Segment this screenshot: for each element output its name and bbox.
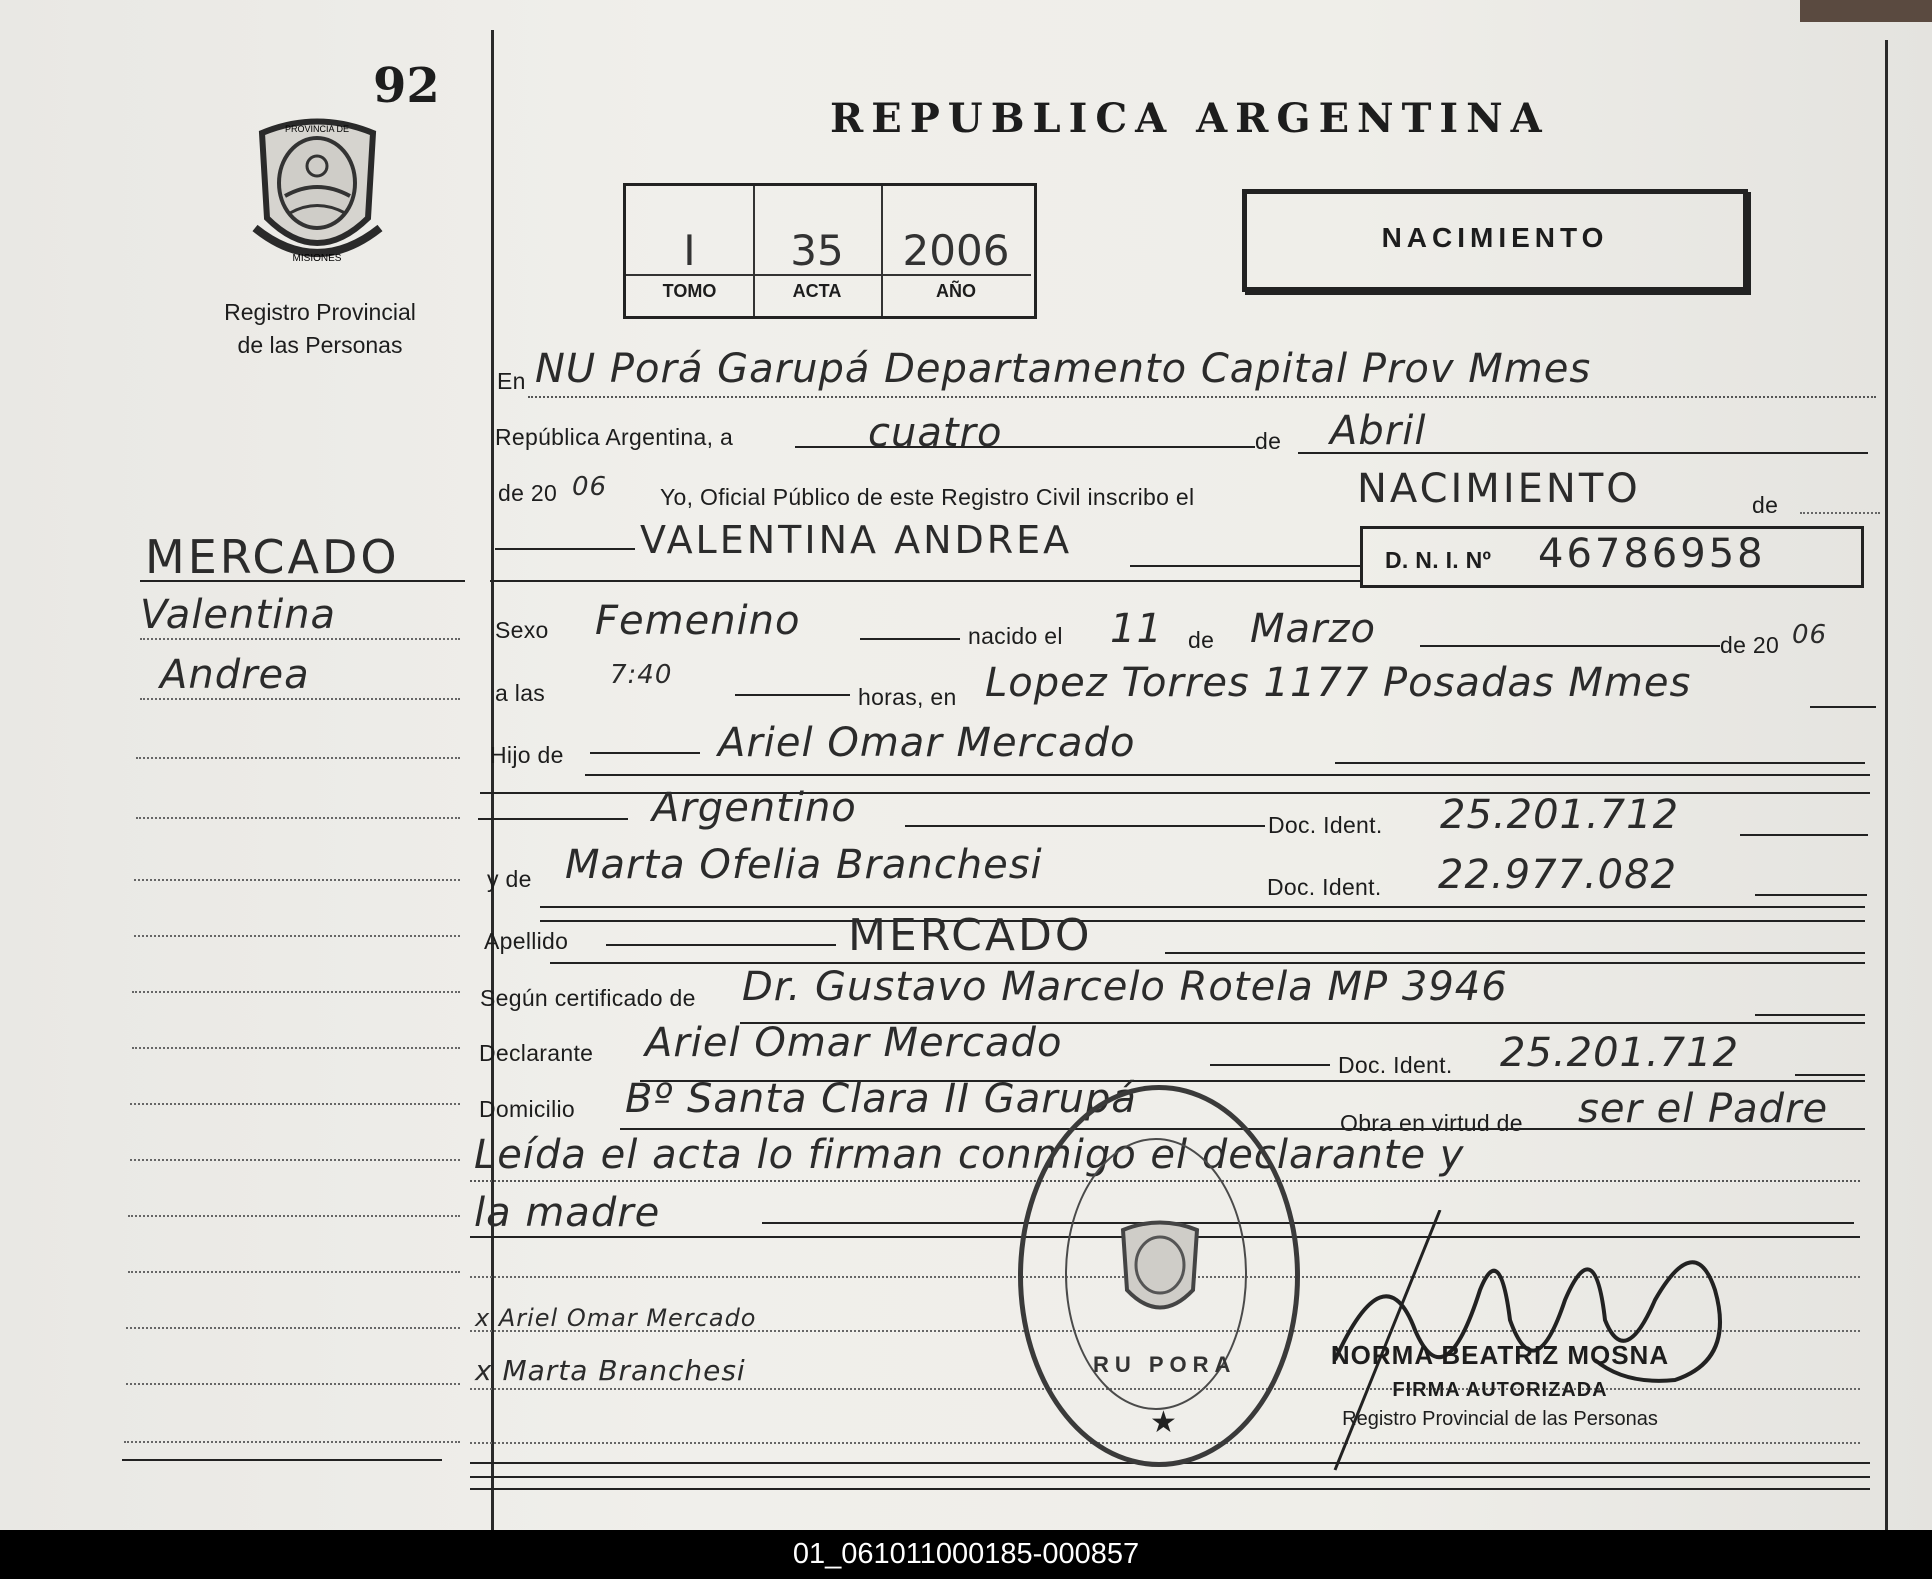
birth-day: 11 (1110, 606, 1163, 652)
mother-signature: x Marta Branchesi (475, 1354, 746, 1387)
hijo-label: Hijo de (490, 742, 564, 768)
record-type-box (1242, 189, 1748, 292)
provincial-emblem (250, 118, 385, 268)
ano-cell (881, 186, 1031, 316)
rule (540, 906, 1865, 908)
seal-emblem (1115, 1220, 1205, 1330)
nacido-label: nacido el (968, 623, 1063, 649)
birth-place: Lopez Torres 1177 Posadas Mmes (985, 660, 1692, 706)
margin-rule (124, 1441, 460, 1443)
certificado-label: Según certificado de (480, 985, 696, 1011)
sexo-label: Sexo (495, 617, 549, 643)
margin-rule (136, 817, 460, 819)
officer-text: Yo, Oficial Público de este Registro Civil inscribo el (660, 484, 1195, 510)
rule (1130, 565, 1360, 567)
de-label-3: de (1188, 627, 1215, 653)
de-label-2: de (1752, 492, 1779, 518)
acta-label: ACTA (792, 281, 842, 301)
seal-text: RU PORA (1093, 1352, 1237, 1377)
republic-label: República Argentina, a (495, 424, 734, 450)
de-label: de (1255, 428, 1282, 454)
declarante-label: Declarante (479, 1040, 594, 1066)
margin-rule (140, 698, 460, 700)
margin-rule (130, 1103, 460, 1105)
ano-label: AÑO (936, 281, 976, 301)
document-id-footer: 01_061011000185-000857 (0, 1530, 1932, 1579)
authority-block (1300, 1340, 1700, 1431)
dni-label: D. N. I. Nº (1385, 547, 1492, 573)
doc-ident-label-3: Doc. Ident. (1338, 1052, 1453, 1078)
rule (1210, 1064, 1330, 1066)
rule (585, 774, 1870, 776)
a-las-label: a las (495, 680, 546, 706)
inscribed-type: NACIMIENTO (1357, 466, 1641, 512)
margin-rule (134, 879, 460, 881)
closing-line-2: la madre (474, 1190, 661, 1236)
country-title: REPUBLICA ARGENTINA (830, 95, 1550, 142)
birth-year-prefix: de 20 (1720, 632, 1780, 658)
tomo-label: TOMO (662, 281, 717, 301)
margin-name2: Andrea (160, 652, 310, 698)
margin-rule (132, 991, 460, 993)
margin-bottom-rule (122, 1459, 442, 1461)
rule (1335, 762, 1865, 764)
margin-surname-rule (140, 580, 465, 582)
father-doc: 25.201.712 (1440, 792, 1680, 838)
rule (735, 694, 850, 696)
rule (540, 920, 1865, 922)
margin-rule (140, 638, 460, 640)
margin-rule (134, 935, 460, 937)
birth-month: Marzo (1250, 606, 1376, 652)
place-value: NU Porá Garupá Departamento Capital Prov Mmes (535, 346, 1592, 392)
margin-name1: Valentina (140, 592, 337, 638)
rule (1740, 834, 1868, 836)
margin-rule (128, 1215, 460, 1217)
birth-time: 7:40 (610, 660, 673, 690)
tomo-value: I (683, 226, 696, 275)
father-signature: x Ariel Omar Mercado (475, 1304, 757, 1332)
bottom-rule (470, 1488, 1870, 1490)
apellido-label: Apellido (484, 928, 569, 954)
registry-line2: de las Personas (237, 332, 403, 358)
rule (478, 818, 628, 820)
record-type: NACIMIENTO (1381, 222, 1609, 253)
obra-value: ser el Padre (1578, 1086, 1829, 1132)
year-prefix: de 20 (498, 480, 558, 506)
rule (1298, 452, 1868, 454)
rule (528, 396, 1876, 398)
right-border (1885, 40, 1888, 1530)
rule (1795, 1074, 1865, 1076)
doc-ident-label-2: Doc. Ident. (1267, 874, 1382, 900)
apellido-value: MERCADO (848, 910, 1093, 961)
rule (590, 752, 700, 754)
rule (860, 638, 960, 640)
rule (1755, 1014, 1865, 1016)
rule (795, 446, 1255, 448)
margin-rule (136, 757, 460, 759)
authority-registry: Registro Provincial de las Personas (1342, 1408, 1658, 1430)
obra-label: Obra en virtud de (1340, 1110, 1523, 1136)
en-label: En (497, 368, 526, 394)
emblem-ring-bottom: MISIONES (292, 253, 342, 264)
margin-rule (132, 1047, 460, 1049)
margin-rule (126, 1383, 460, 1385)
child-name: VALENTINA ANDREA (640, 518, 1073, 562)
day-value: cuatro (868, 410, 1003, 456)
rule (1755, 894, 1867, 896)
authority-name: NORMA BEATRIZ MOSNA (1330, 1340, 1670, 1370)
rule (1420, 645, 1720, 647)
rule (1810, 706, 1876, 708)
father-name: Ariel Omar Mercado (718, 720, 1136, 766)
closing-line-1: Leída el acta lo firman conmigo el declarante y (474, 1132, 1465, 1178)
year-suffix: 06 (572, 472, 608, 502)
dni-value: 46786958 (1538, 531, 1766, 577)
sexo-value: Femenino (595, 598, 801, 644)
mother-doc: 22.977.082 (1438, 852, 1678, 898)
book-reference-table (623, 183, 1037, 319)
certificado-value: Dr. Gustavo Marcelo Rotela MP 3946 (742, 964, 1508, 1010)
domicilio-label: Domicilio (479, 1096, 575, 1122)
ano-value: 2006 (902, 226, 1010, 275)
declarante-doc: 25.201.712 (1500, 1030, 1740, 1076)
registry-heading (190, 296, 450, 362)
rule (606, 944, 836, 946)
declarante-value: Ariel Omar Mercado (645, 1020, 1063, 1066)
mother-name: Marta Ofelia Branchesi (565, 842, 1043, 888)
folio-number: 92 (373, 58, 440, 114)
registry-line1: Registro Provincial (224, 299, 416, 325)
rule (1165, 952, 1865, 954)
page-edge-shadow (1800, 0, 1932, 22)
margin-rule (128, 1271, 460, 1273)
rule (905, 825, 1265, 827)
father-nationality: Argentino (652, 785, 857, 831)
doc-ident-label-1: Doc. Ident. (1268, 812, 1383, 838)
authority-role: FIRMA AUTORIZADA (1392, 1379, 1608, 1401)
margin-rule (126, 1327, 460, 1329)
margin-surname: MERCADO (145, 530, 400, 584)
seal-star-icon: ★ (1150, 1406, 1177, 1439)
emblem-ring-top: PROVINCIA DE (284, 124, 350, 134)
horas-label: horas, en (858, 684, 957, 710)
rule (495, 548, 635, 550)
child-name-rule (490, 580, 1360, 582)
month-value: Abril (1330, 408, 1427, 454)
domicilio-value: Bº Santa Clara II Garupá (625, 1076, 1137, 1122)
dni-box (1360, 526, 1864, 588)
tomo-cell (626, 186, 755, 316)
acta-cell (753, 186, 883, 316)
acta-value: 35 (790, 226, 844, 275)
margin-rule (130, 1159, 460, 1161)
rule (1800, 512, 1880, 514)
y-de-label: y de (487, 866, 532, 892)
birth-year-suffix: 06 (1792, 620, 1828, 650)
